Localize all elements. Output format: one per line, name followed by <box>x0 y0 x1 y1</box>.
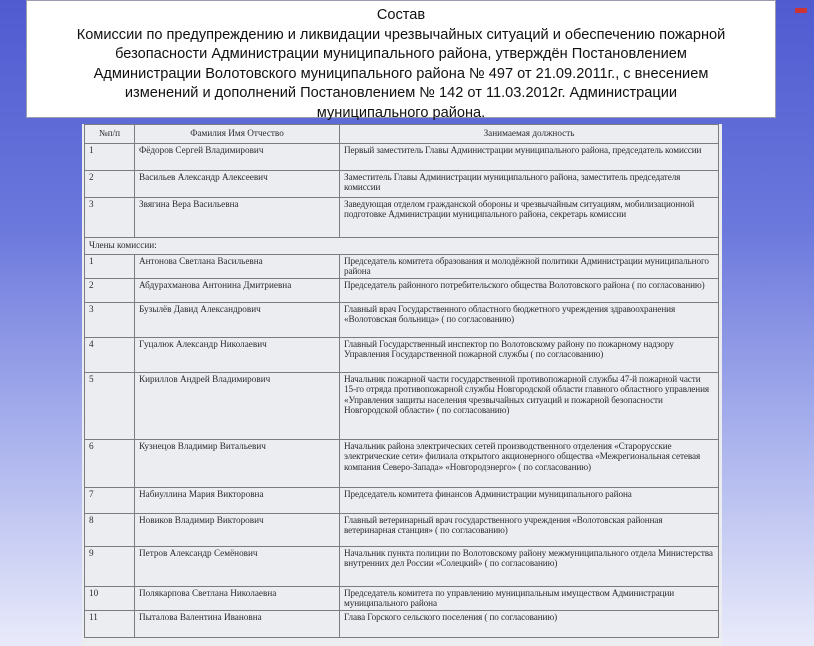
person-name: Антонова Светлана Васильевна <box>135 255 340 279</box>
title-heading: Состав <box>376 7 426 23</box>
header-position: Занимаемая должность <box>340 125 719 144</box>
row-number: 1 <box>85 144 135 171</box>
table-row <box>85 198 719 238</box>
person-position: Заместитель Главы Администрации муниципального района, заместитель председателя комиссии <box>340 171 719 198</box>
person-position: Начальник пункта полиции по Волотовскому району межмуниципального отдела Министерства внутренних дел России «Солецкий» ( по согласованию) <box>340 547 719 587</box>
table-row <box>85 440 719 488</box>
person-name: Васильев Александр Алексеевич <box>135 171 340 198</box>
row-number: 5 <box>85 373 135 440</box>
person-position: Начальник пожарной части государственной противопожарной службы 47-й пожарной части 15-го отряда противопожарной службы Новгородской области главного областного управления «Управления защиты населения чрезвычайных ситуаций и пожарной безопасности Новгородской области» ( по согласованию) <box>340 373 719 440</box>
person-position: Главный ветеринарный врач государственного учреждения «Волотовская районная ветеринарная станция» ( по согласованию) <box>340 514 719 547</box>
member-rows <box>85 255 719 638</box>
person-position: Глава Горского сельского поселения ( по согласованию) <box>340 610 719 637</box>
person-position: Председатель районного потребительского общества Волотовского района ( по согласованию) <box>340 279 719 303</box>
row-number: 3 <box>85 198 135 238</box>
table-header-row <box>85 125 719 144</box>
person-name: Набиуллина Мария Викторовна <box>135 488 340 514</box>
row-number: 9 <box>85 547 135 587</box>
title-line-1: Комиссии по предупреждению и ликвидации чрезвычайных ситуаций и обеспечению пожарной <box>76 26 726 43</box>
row-number: 11 <box>85 610 135 637</box>
person-position: Председатель комитета финансов Администрации муниципального района <box>340 488 719 514</box>
person-position: Председатель комитета образования и молодёжной политики Администрации муниципального района <box>340 255 719 279</box>
table-row <box>85 610 719 637</box>
person-name: Фёдоров Сергей Владимирович <box>135 144 340 171</box>
row-number: 10 <box>85 587 135 611</box>
person-position: Главный Государственный инспектор по Волотовскому району по пожарному надзору Управления Государственной пожарной службы ( по согласованию) <box>340 338 719 373</box>
table-row <box>85 488 719 514</box>
leadership-rows <box>85 144 719 238</box>
title-line-3: Администрации Волотовского муниципального района № 497 от 21.09.2011г., с внесением <box>93 65 709 82</box>
title-line-2: безопасности Администрации муниципального района, утверждён Постановлением <box>115 46 687 62</box>
table-row <box>85 144 719 171</box>
table-row <box>85 338 719 373</box>
person-name: Полякарпова Светлана Николаевна <box>135 587 340 611</box>
table-row <box>85 587 719 611</box>
document-scan <box>82 124 722 646</box>
table-row <box>85 303 719 338</box>
commission-table <box>84 124 719 638</box>
person-name: Кузнецов Владимир Витальевич <box>135 440 340 488</box>
row-number: 6 <box>85 440 135 488</box>
person-position: Заведующая отделом гражданской обороны и чрезвычайным ситуациям, мобилизационной подготовке Администрации муниципального района, секретарь комиссии <box>340 198 719 238</box>
members-label-row <box>85 238 719 255</box>
person-name: Пыталова Валентина Ивановна <box>135 610 340 637</box>
title-box <box>26 0 776 121</box>
person-name: Гуцалюк Александр Николаевич <box>135 338 340 373</box>
header-num: №п/п <box>85 125 135 144</box>
title-line-5: муниципального района. <box>316 104 486 121</box>
person-name: Новиков Владимир Викторович <box>135 514 340 547</box>
table-row <box>85 514 719 547</box>
table-row <box>85 279 719 303</box>
row-number: 2 <box>85 171 135 198</box>
row-number: 3 <box>85 303 135 338</box>
row-number: 2 <box>85 279 135 303</box>
header-name: Фамилия Имя Отчество <box>135 125 340 144</box>
corner-mark-icon <box>795 8 807 13</box>
person-name: Кириллов Андрей Владимирович <box>135 373 340 440</box>
person-name: Звягина Вера Васильевна <box>135 198 340 238</box>
title-line-4: изменений и дополнений Постановлением № 142 от 11.03.2012г. Администрации <box>124 85 678 101</box>
person-position: Начальник района электрических сетей производственного отделения «Старорусские электрические сети» филиала открытого акционерного общества «Межрегиональная сетевая компания Северо-Запада» «Новгородэнерго» ( по согласованию) <box>340 440 719 488</box>
table-row <box>85 255 719 279</box>
person-position: Первый заместитель Главы Администрации муниципального района, председатель комиссии <box>340 144 719 171</box>
row-number: 4 <box>85 338 135 373</box>
row-number: 8 <box>85 514 135 547</box>
table-row <box>85 373 719 440</box>
row-number: 1 <box>85 255 135 279</box>
members-label: Члены комиссии: <box>85 238 719 255</box>
person-position: Главный врач Государственного областного бюджетного учреждения здравоохранения «Волотовская больница» ( по согласованию) <box>340 303 719 338</box>
person-name: Петров Александр Семёнович <box>135 547 340 587</box>
table-row <box>85 171 719 198</box>
person-name: Бузылёв Давид Александрович <box>135 303 340 338</box>
person-name: Абдурахманова Антонина Дмитриевна <box>135 279 340 303</box>
table-row <box>85 547 719 587</box>
row-number: 7 <box>85 488 135 514</box>
person-position: Председатель комитета по управлению муниципальным имуществом Администрации муниципального района <box>340 587 719 611</box>
